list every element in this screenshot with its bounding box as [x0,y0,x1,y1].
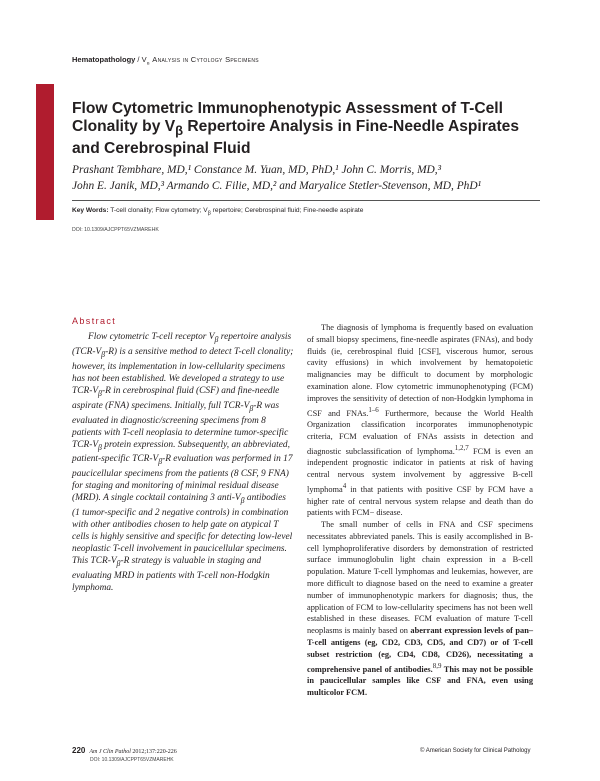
abstract-heading: Abstract [72,316,117,326]
journal-citation: 2012;137:220-226 [130,749,177,755]
accent-bar [36,84,54,220]
page-number: 220 [72,746,86,755]
body-paragraph-2: The small number of cells in FNA and CSF specimens necessitates abbreviated panels. This is easily accomplished in B-cell lymphoproliferative disorders by demonstration of restricted surface immunoglobulin light chain expression in a B-cell population. Mature T-cell lymphomas and leukemias, however, are more difficult to diagnose based on the need to examine a greater number of immunophenotypic markers for diagnosis; thus, the application of FCM to low-cellularity specimens has not been well established in these diseases. FCM evaluation of mature T-cell neoplasms is mainly based on aberrant expression levels of pan–T-cell antigens (eg, CD2, CD3, CD5, and CD7) or of T-cell subset restriction (eg, CD4, CD8, CD26), necessitating a comprehensive panel of antibodies.$^{8,9}$ This may not be possible in paucicellular samples like CSF and FNA, even using multicolor FCM. [307,520,533,698]
subsection-label: $V_\beta$ Analysis in Cytology Specimens [141,55,259,67]
journal-name: Am J Clin Pathol [89,749,131,755]
running-header [72,55,259,67]
author-line-1: Prashant Tembhare, MD,¹ Constance M. Yuan, MD, PhD,¹ John C. Morris, MD,³ [72,164,442,176]
author-line-2: John E. Janik, MD,³ Armando C. Filie, MD,² and Maryalice Stetler-Stevenson, MD, PhD¹ [72,180,482,192]
doi-bottom: DOI: 10.1309/AJCPPT65VZMAREHK [90,757,174,763]
body-text-column [307,322,533,699]
body-paragraph-1: The diagnosis of lymphoma is frequently based on evaluation of small biopsy specimens, fine-needle aspirates (FNAs), and body fluids (ie, cerebrospinal fluid [CSF], viscerous humor, serous cavity effusions) in which involvement by hematopoietic malignancies may be difficult to document by morphologic examination alone. Flow cytometric immunophenotyping (FCM) improves the sensitivity of detection of non-Hodgkin lymphoma in CSF and FNAs.$^{1-6}$ Furthermore, because the World Health Organization classification incorporates immunophenotypic criteria, FCM evaluation of FNAs assists in detection and diagnostic subclassification of lymphoma.$^{1,2,7}$ FCM is even an independent prognostic indicator in patients at risk of having central nervous system involvement by aggressive B-cell lymphoma$^4$ in that patients with positive CSF by FCM have a higher rate of central nervous system relapse and death than do patients with FCM− disease. [307,323,533,518]
page-footer [72,746,177,755]
keywords-divider [72,200,540,201]
keywords-label: Key Words: [72,207,109,214]
header-separator: / [135,55,142,64]
section-label: Hematopathology [72,55,136,64]
keywords: Key Words: T-cell clonality; Flow cytometry; $V_\beta$ repertoire; Cerebrospinal fluid; Fine-needle aspirate [72,207,364,217]
article-title: Flow Cytometric Immunophenotypic Assessment of T-Cell Clonality by $V_\beta$ Repertoire Analysis in Fine-Needle Aspirates and Cerebrospinal Fluid [72,100,520,158]
doi-top: DOI: 10.1309/AJCPPT65VZMAREHK [72,227,159,233]
author-list [72,162,542,194]
copyright-notice: © American Society for Clinical Pathology [420,748,531,754]
abstract-text: Flow cytometric T-cell receptor $V_\beta$ repertoire analysis $(TCR-V_\beta-R)$ is a sensitive method to detect T-cell clonality; however, its implementation in low-cellularity specimens has not been established. We developed a strategy to use TCR-$V_\beta-R$ in cerebrospinal fluid (CSF) and fine-needle aspirate (FNA) specimens. Initially, full TCR-$V_\beta-R$ was evaluated in diagnostic/screening specimens from 8 patients with T-cell neoplasia to determine tumor-specific TCR-$V_\beta$ protein expression. Subsequently, an abbreviated, patient-specific TCR-$V_\beta-R$ evaluation was performed in 17 paucicellular specimens from the patients (8 CSF, 9 FNA) for staging and monitoring of minimal residual disease (MRD). A single cocktail containing 3 anti-$V_\beta$ antibodies (1 tumor-specific and 2 negative controls) in combination with other antibodies chosen to help gate on atypical T cells is highly sensitive and specific for detecting low-level neoplastic T-cell involvement in paucicellular specimens. This TCR-$V_\beta-R$ strategy is valuable in staging and evaluating MRD in patients with T-cell non-Hodgkin lymphoma. [72,332,294,593]
